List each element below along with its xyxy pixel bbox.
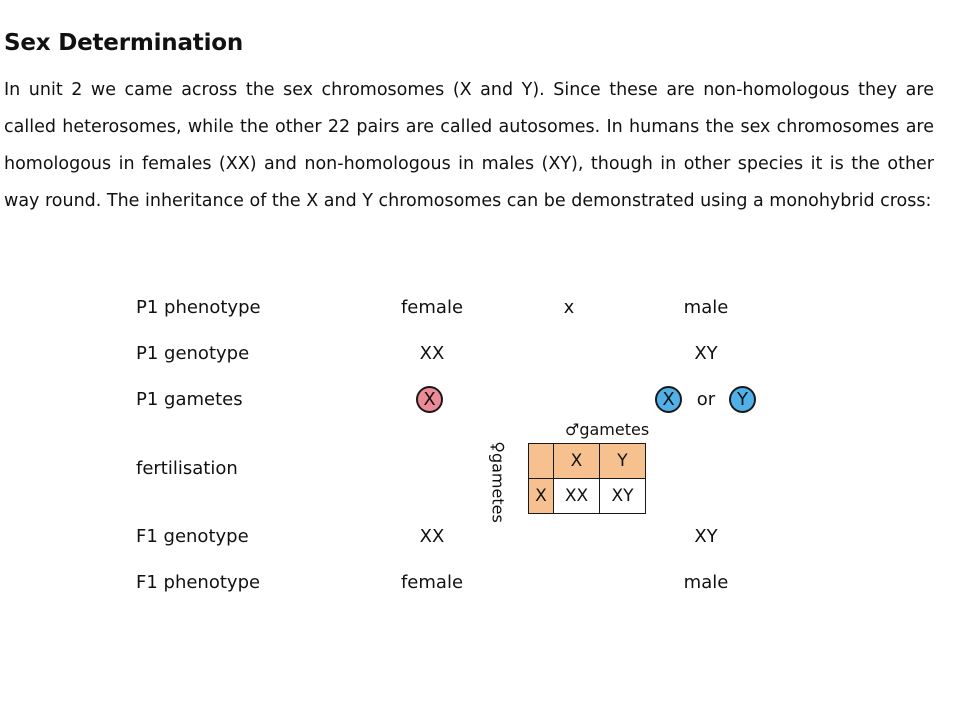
female-gametes-header: ♀gametes [488,441,508,523]
f1-female-genotype: XX [419,526,445,547]
p1-male-phenotype: male [683,297,729,318]
or-word: or [696,389,716,410]
intro-paragraph: In unit 2 we came across the sex chromosomes (X and Y). Since these are non-homologous they are called heterosomes, while the other 22 pairs are called autosomes. In humans the sex chromosomes are homologous in females (XX) and non-homologous in males (XY), though in other species it is the other way round. The inheritance of the X and Y chromosomes can be demonstrated using a monohybrid cross: [4,80,934,211]
fertilisation-label: fertilisation [136,458,238,479]
p1-male-genotype: XY [694,343,718,364]
punnett-corner-cell [529,444,554,479]
p1-female-genotype: XX [419,343,445,364]
f1-male-genotype: XY [694,526,718,547]
punnett-cell: XY [600,479,646,514]
page-title: Sex Determination [4,30,244,56]
f1-genotype-label: F1 genotype [136,526,249,547]
punnett-square [528,443,646,514]
p1-phenotype-label: P1 phenotype [136,297,261,318]
female-gamete-x: X [416,386,443,413]
f1-male-phenotype: male [683,572,729,593]
punnett-row-header: X [529,479,554,514]
male-gamete-x: X [655,386,682,413]
male-gametes-header: ♂gametes [565,420,650,439]
f1-phenotype-label: F1 phenotype [136,572,261,593]
p1-female-phenotype: female [400,297,464,318]
cross-symbol: x [563,297,575,318]
punnett-cell: XX [554,479,600,514]
f1-female-phenotype: female [400,572,464,593]
punnett-col-header: X [554,444,600,479]
p1-genotype-label: P1 genotype [136,343,250,364]
male-gamete-y: Y [729,386,756,413]
p1-gametes-label: P1 gametes [136,389,243,410]
punnett-col-header: Y [600,444,646,479]
